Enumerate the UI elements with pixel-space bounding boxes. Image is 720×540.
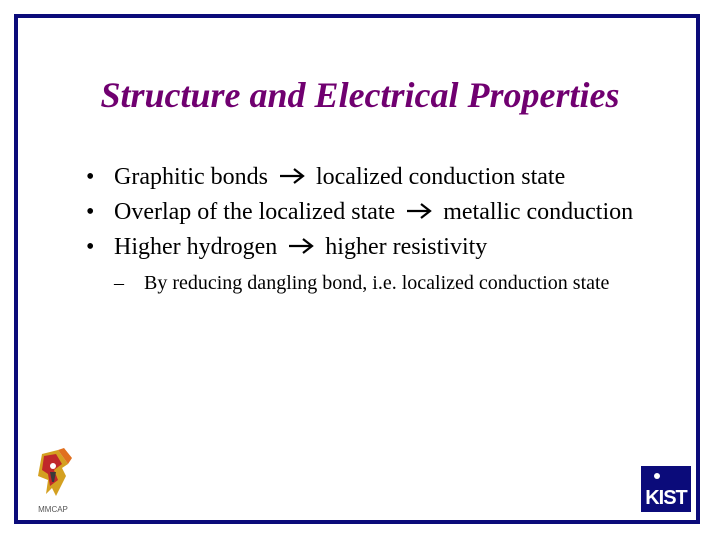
bullet-list xyxy=(86,160,686,298)
arrow-right-icon xyxy=(405,202,433,220)
arrow-right-icon xyxy=(278,167,306,185)
mmcap-logo-text: MMCAP xyxy=(38,505,68,514)
bullet-text-before: Graphitic bonds xyxy=(114,164,274,190)
sub-bullet-item xyxy=(114,269,686,298)
bullet-item xyxy=(86,230,686,265)
bullet-text-before: Higher hydrogen xyxy=(114,234,284,260)
bullet-item xyxy=(86,160,686,195)
bullet-text-after: metallic conduction xyxy=(437,199,634,225)
kist-logo-text: KIST xyxy=(645,487,687,509)
bullet-marker: • xyxy=(86,164,95,190)
bullet-text-before: Overlap of the localized state xyxy=(114,199,402,225)
bullet-text-after: localized conduction state xyxy=(309,164,566,190)
arrow-right-icon xyxy=(287,237,315,255)
bullet-marker: • xyxy=(86,234,95,260)
sub-bullet-text: By reducing dangling bond, i.e. localized conduction state xyxy=(144,272,610,294)
bullet-text-after: higher resistivity xyxy=(319,234,488,260)
slide-title: Structure and Electrical Properties xyxy=(100,75,620,115)
kist-logo xyxy=(641,466,691,512)
mmcap-logo xyxy=(28,446,78,516)
bullet-item xyxy=(86,195,686,230)
sub-bullet-marker: – xyxy=(114,272,124,294)
bullet-marker: • xyxy=(86,199,95,225)
